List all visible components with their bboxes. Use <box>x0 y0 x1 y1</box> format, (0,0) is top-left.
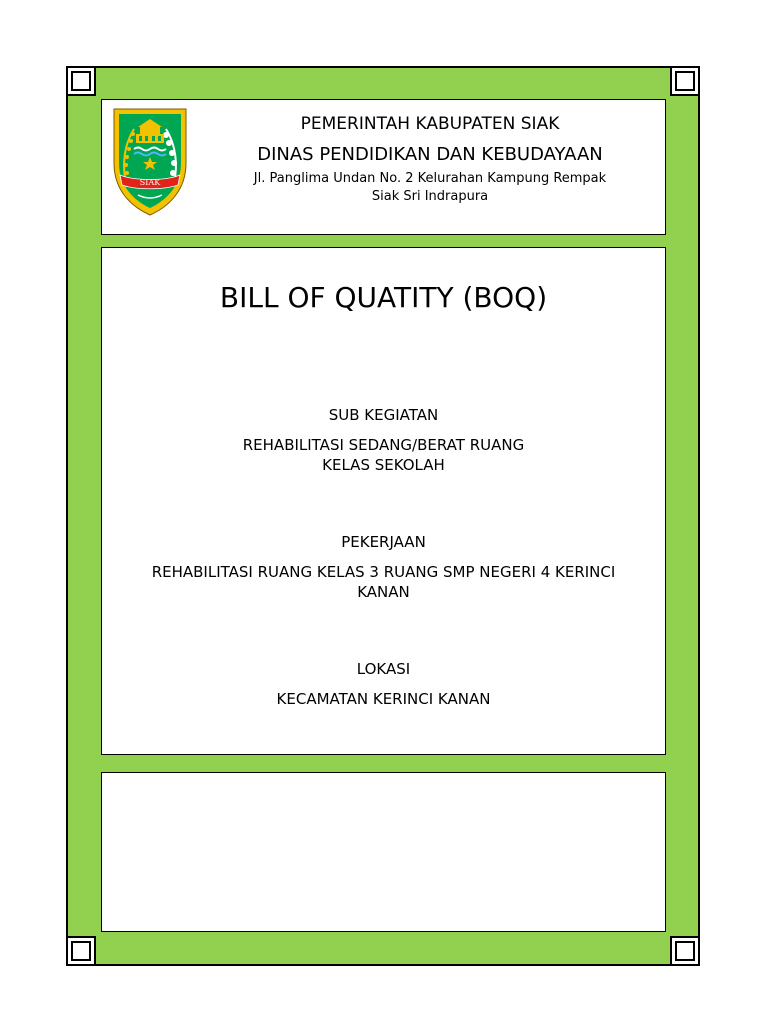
corner-ornament-bottom-right <box>670 936 700 966</box>
bottom-panel <box>101 772 666 932</box>
section-label: PEKERJAAN <box>341 533 426 551</box>
address-line-1: Jl. Panglima Undan No. 2 Kelurahan Kampung Rempak <box>253 171 607 186</box>
section-value: REHABILITASI SEDANG/BERAT RUANG KELAS SEKOLAH <box>242 436 525 474</box>
section-sub-kegiatan <box>101 405 666 475</box>
document-title: BILL OF QUATITY (BOQ) <box>219 281 548 314</box>
section-value: KECAMATAN KERINCI KANAN <box>276 690 491 708</box>
siak-regency-logo <box>108 105 192 217</box>
logo-emblem-text: SIAK <box>139 178 161 187</box>
corner-ornament-bottom-left <box>66 936 96 966</box>
section-lokasi <box>101 659 666 709</box>
address-line-2: Siak Sri Indrapura <box>371 189 489 204</box>
section-label: LOKASI <box>356 660 411 678</box>
corner-ornament-top-right <box>670 66 700 96</box>
department-name: DINAS PENDIDIKAN DAN KEBUDAYAAN <box>257 144 603 165</box>
government-name: PEMERINTAH KABUPATEN SIAK <box>300 114 560 134</box>
section-value: REHABILITASI RUANG KELAS 3 RUANG SMP NEGERI 4 KERINCI KANAN <box>151 563 616 601</box>
corner-ornament-top-left <box>66 66 96 96</box>
section-label: SUB KEGIATAN <box>328 406 439 424</box>
letterhead <box>200 112 660 206</box>
section-pekerjaan <box>101 532 666 602</box>
